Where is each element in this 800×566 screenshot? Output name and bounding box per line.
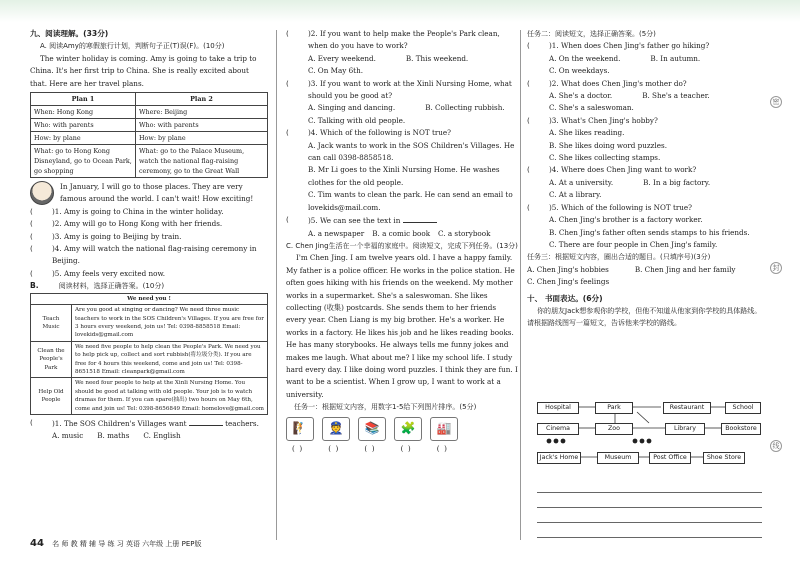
partB-heading: B. 阅读材料，选择正确答案。(10分) — [30, 281, 165, 291]
mc-option: C. She's a saleswoman. — [549, 103, 634, 113]
mc-option: C. On weekdays. — [549, 66, 610, 76]
mc-options: A. She's a doctor. B. She's a teacher. — [549, 91, 710, 101]
plan-header: Plan 2 — [135, 93, 267, 106]
speech-text: In January, I will go to those places. They are very famous around the world. I can't wait! How exciting! — [60, 182, 254, 204]
mc-option: C. Talking with old people. — [308, 115, 406, 125]
column-divider — [520, 30, 521, 540]
mc-question: ( )4. Where does Chen Jing want to work? — [527, 165, 697, 175]
tf-item: ( )4. Amy will watch the national flag-raising ceremony in Beijing. — [30, 244, 257, 266]
mc-question: ( )2. What does Chen Jing's mother do? — [527, 78, 687, 88]
top-decor-bar — [0, 0, 800, 22]
notice-table — [30, 293, 268, 415]
factory-picture-icon: 🏭 — [430, 417, 458, 441]
side-seal-mark: 密 — [770, 96, 782, 108]
map-park: Park — [595, 402, 633, 414]
plan-cell: Who: with parents — [135, 119, 267, 132]
notice-text: We need four people to help at the Xinli Nursing Home. You should be good at talking with old people. Your job is to watch dramas for them. If you can spare(抽出) two hours on May 6th, come and join us! Tel: 0398-8656849 Email: homelove@gmail.com — [72, 378, 268, 415]
map-restaurant: Restaurant — [663, 402, 711, 414]
mc-option: A. Chen Jing's brother is a factory worker. — [549, 215, 703, 225]
plan-cell: How: by plane — [135, 132, 267, 145]
mc-question: ( )5. We can see the text in — [286, 214, 518, 227]
mc-option: A. Jack wants to work in the SOS Children's Villages. He can call 0398-8858518. — [308, 140, 515, 163]
mc-question: ( )4. Which of the following is NOT true? — [286, 128, 451, 138]
tf-item: ( )3. Amy is going to Beijing by train. — [30, 231, 182, 241]
answer-blank[interactable] — [403, 214, 437, 223]
task1-instruction: 任务一：根据短文内容，用数字1-5给下列图片排序。(5分) — [294, 403, 477, 412]
mc-options: A. On the weekend. B. In autumn. — [549, 53, 701, 63]
mc-options: A. At a university. B. In a big factory. — [549, 177, 711, 187]
partA-instruction: A. 阅读Amy的寒假旅行计划，判断句子正(T)误(F)。(10分) — [40, 42, 225, 51]
route-map — [537, 399, 762, 469]
mc-option: A. She likes reading. — [549, 128, 625, 138]
task3-instruction: 任务三：根据短文内容，圈出合适的题目。(只填序号)(3分) — [527, 253, 711, 262]
plan-cell: What: go to Hong Kong Disneyland, go to Ocean Park, go shopping — [31, 145, 136, 178]
task2-instruction: 任务二：阅读短文，选择正确答案。(5分) — [527, 30, 656, 38]
passage: I'm Chen Jing. I am twelve years old. I have a happy family. My father is a police officer. He works in the police station. He often goes hiking with his friends on the weekend. My mother works in a supermarket. She's a saleswoman. She likes collecting (收集) postcards. She sends them to her friends every year. Chen Liang is my big brother. He's a worker. He works in a factory. He likes his job and he likes reading books. He has many storybooks. He always tells me funny jokes and makes me laugh. What about me? I like my school life. I study hard every day. I like doing word puzzles. I think they are fun. I want to be a scientist. When I grow up, I want to work at a university. — [286, 253, 518, 399]
speech-row — [30, 181, 268, 206]
mc-option: B. She likes doing word puzzles. — [549, 140, 667, 150]
map-library: Library — [665, 423, 705, 435]
partC-heading: C. Chen Jing生活在一个幸福的家庭中。阅读短文，完成下列任务。(13分) — [286, 241, 518, 250]
notice-text: We need five people to help clean the People's Park. We need you to help pick up, collect and sort rubbish(将垃圾分类). If you are free for 4 hours this weekend, come and join us! Tel: 0398-8651518 Email: cleanpark@gmail.com — [72, 341, 268, 378]
writing-lines[interactable] — [537, 478, 762, 538]
mc-option: C. On May 6th. — [308, 66, 363, 76]
map-hospital: Hospital — [537, 402, 579, 414]
tf-item: ( )5. Amy feels very excited now. — [30, 268, 166, 278]
column-divider — [276, 30, 277, 540]
plan-cell: When: Hong Kong — [31, 106, 136, 119]
mc-option: C. There are four people in Chen Jing's family. — [549, 239, 718, 249]
plan-cell: How: by plane — [31, 132, 136, 145]
tf-item: ( )2. Amy will go to Hong Kong with her friends. — [30, 219, 223, 229]
section-title: 九、阅读理解。(33分) — [30, 29, 109, 38]
title-option: C. Chen Jing's feelings — [527, 277, 610, 287]
tf-item: ( )1. Amy is going to China in the winter holiday. — [30, 206, 224, 216]
page-number: 44 — [30, 538, 44, 549]
mc-option: C. At a library. — [549, 190, 602, 200]
hiking-picture-icon: 🧗 — [286, 417, 314, 441]
map-zoo: Zoo — [595, 423, 633, 435]
middle-column — [286, 28, 518, 455]
notice-title: We need you ! — [31, 293, 268, 304]
side-seal-mark: 封 — [770, 262, 782, 274]
mc-options: A. Singing and dancing. B. Collecting rubbish. — [308, 103, 505, 113]
mc-question: ( )1. The SOS Children's Villages want teachers. — [30, 417, 259, 428]
side-seal-mark: 线 — [770, 440, 782, 452]
notice-label: Clean the People's Park — [31, 341, 72, 378]
book-info: 名 师 教 精 辅 导 练 习 英语 六年级 上册 PEP版 — [52, 540, 202, 548]
plan-cell: What: go to the Palace Museum, watch the national flag-raising ceremony, go to the Great Wall — [135, 145, 267, 178]
mc-options: A. a newspaper B. a comic book C. a storybook — [308, 228, 491, 238]
mc-option: B. Chen Jing's father often sends stamps to his friends. — [549, 227, 750, 237]
notice-label: Help Old People — [31, 378, 72, 415]
map-museum: Museum — [597, 452, 639, 464]
plan-cell: Who: with parents — [31, 119, 136, 132]
plan-header: Plan 1 — [31, 93, 136, 106]
reading-picture-icon: 📚 — [358, 417, 386, 441]
writing-prompt: 你的朋友Jack想参观你的学校，但他不知道从他家到你学校的具体路线。请根据路线图写一篇短文，告诉他来学校的路线。 — [527, 306, 762, 327]
girl-avatar-icon — [30, 181, 54, 205]
mc-option: C. Tim wants to clean the park. He can send an email to lovekids@mail.com. — [308, 190, 513, 212]
map-jacks-home: Jack's Home — [537, 452, 581, 464]
map-cinema: Cinema — [537, 423, 579, 435]
map-school: School — [725, 402, 761, 414]
mc-option: B. Mr Li goes to the Xinli Nursing Home. He washes clothes for the old people. — [308, 165, 500, 187]
mc-question: ( )1. When does Chen Jing's father go hiking? — [527, 41, 710, 51]
page-footer — [30, 538, 202, 549]
police-picture-icon: 👮 — [322, 417, 350, 441]
mc-question: ( )2. If you want to help make the People's Park clean, when do you have to work? — [286, 29, 500, 51]
plan-cell: Where: Beijing — [135, 106, 267, 119]
title-options: A. Chen Jing's hobbies B. Chen Jing and her family — [527, 264, 736, 274]
puzzle-picture-icon: 🧩 — [394, 417, 422, 441]
mc-question: ( )3. What's Chen Jing's hobby? — [527, 115, 658, 125]
right-column — [527, 28, 765, 329]
intro-paragraph: The winter holiday is coming. Amy is going to take a trip to China. It's her first trip to China. She is really excited about that. Here are her travel plans. — [30, 53, 257, 88]
writing-title: 十、 书面表达。(6分) — [527, 293, 603, 303]
map-post-office: Post Office — [649, 452, 691, 464]
map-shoe-store: Shoe Store — [703, 452, 745, 464]
answer-blank[interactable] — [189, 417, 223, 426]
notice-text: Are you good at singing or dancing? We need three music teachers to work in the SOS Children's Villages. If you are free for 3 hours every weekend, join us! Tel: 0398-8858518 Email: lovekids@gmail.com — [72, 305, 268, 342]
mc-question: ( )3. If you want to work at the Xinli Nursing Home, what should you be good at? — [286, 78, 512, 101]
mc-question: ( )5. Which of the following is NOT true? — [527, 202, 692, 212]
mc-options: A. music B. maths C. English — [52, 431, 181, 441]
notice-label: Teach Music — [31, 305, 72, 342]
map-bookstore: Bookstore — [721, 423, 761, 435]
picture-row — [286, 417, 518, 441]
mc-options: A. Every weekend. B. This weekend. — [308, 53, 469, 63]
left-column — [30, 28, 268, 443]
answer-parens[interactable]: ( ) ( ) ( ) ( ) ( ) — [292, 443, 447, 453]
plan-table — [30, 92, 268, 178]
mc-option: C. She likes collecting stamps. — [549, 153, 661, 163]
